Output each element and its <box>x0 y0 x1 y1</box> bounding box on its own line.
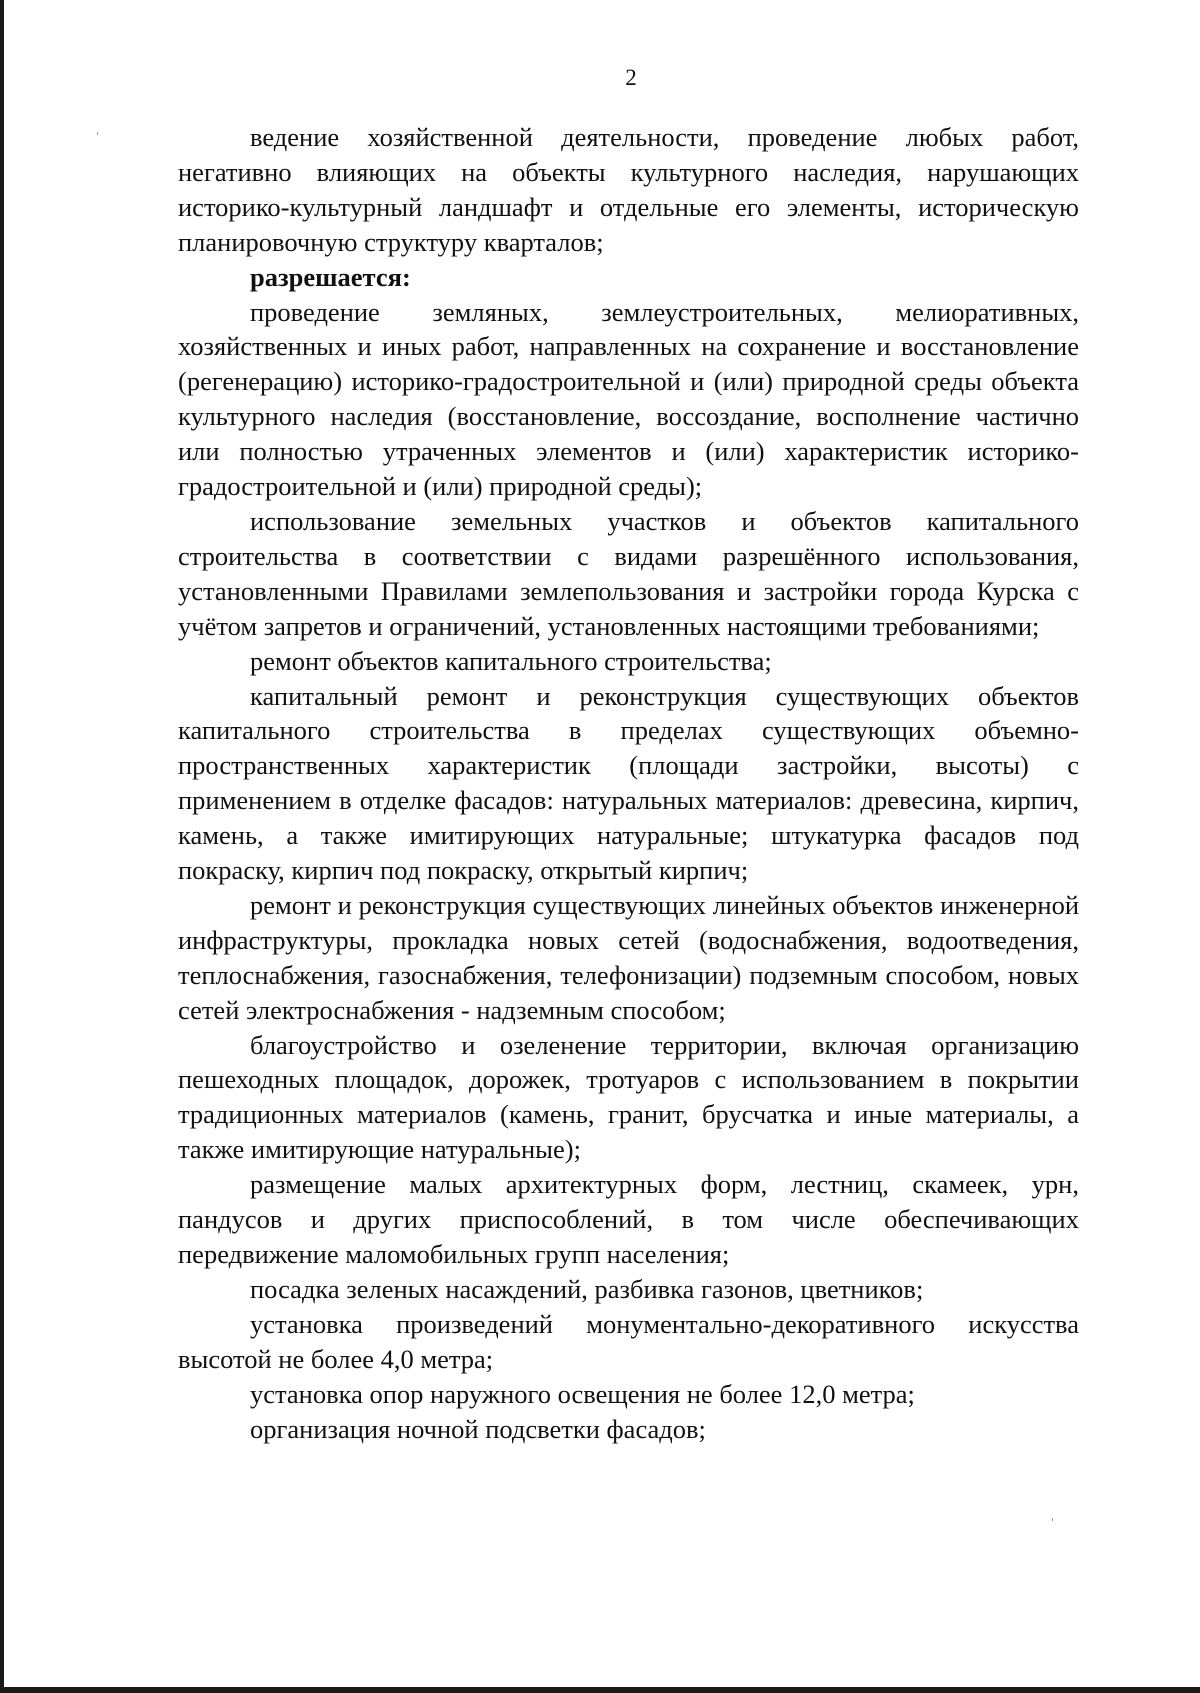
paragraph-lighting-poles: установка опор наружного освещения не более 12,0 метра; <box>250 1378 915 1409</box>
scan-edge-left <box>0 0 4 1693</box>
paragraph-landscaping: благоустройство и озеленение территории, включая организацию пешеходных площадок, дорожек, тротуаров с использованием в покрытии традиционных материалов (камень, гранит, брусчатка и иные материалы, а также имитирующие натуральные); <box>178 1029 1079 1165</box>
paragraph-facade-lighting: организация ночной подсветки фасадов; <box>250 1413 706 1444</box>
paragraph-linear-objects: ремонт и реконструкция существующих линейных объектов инженерной инфраструктуры, прокладка новых сетей (водоснабжения, водоотведения, теплоснабжения, газоснабжения, телефонизации) подземным способом, новых сетей электроснабжения - надземным способом; <box>178 889 1079 1025</box>
scan-speck <box>97 132 98 135</box>
paragraph-land-use: использование земельных участков и объектов капитального строительства в соответствии с видами разрешённого использования, установленными Правилами землепользования и застройки города Курска с учётом запретов и ограничений, установленных настоящими требованиями; <box>178 505 1079 641</box>
paragraph-repair: ремонт объектов капитального строительства; <box>250 645 772 676</box>
scan-edge-bottom <box>0 1687 1200 1693</box>
paragraph-planting: посадка зеленых насаждений, разбивка газонов, цветников; <box>250 1273 924 1304</box>
paragraph-continuation: ведение хозяйственной деятельности, проведение любых работ, негативно влияющих на объекты культурного наследия, нарушающих историко-культурный ландшафт и отдельные его элементы, историческую планировочную структуру кварталов; <box>178 122 1079 257</box>
paragraph-small-forms: размещение малых архитектурных форм, лестниц, скамеек, урн, пандусов и других приспособлений, в том числе обеспечивающих передвижение маломобильных групп населения; <box>178 1169 1079 1269</box>
page-number: 2 <box>625 65 637 90</box>
paragraph-capital-repair: капитальный ремонт и реконструкция существующих объектов капитального строительства в пределах существующих объемно-пространственных характеристик (площади застройки, высоты) с применением в отделке фасадов: натуральных материалов: древесина, кирпич, камень, а также имитирующих натуральные; штукатурка фасадов под покраску, кирпич под покраску, открытый кирпич; <box>178 680 1079 886</box>
paragraph-monuments: установка произведений монументально-декоративного искусства высотой не более 4,0 метра; <box>178 1308 1079 1374</box>
scan-speck <box>1052 1518 1053 1521</box>
section-heading-allowed: разрешается: <box>250 261 411 292</box>
paragraph-earthworks: проведение земляных, землеустроительных, мелиоративных, хозяйственных и иных работ, направленных на сохранение и восстановление (регенерацию) историко-градостроительной и (или) природной среды объекта культурного наследия (восстановление, воссоздание, восполнение частично или полностью утраченных элементов и (или) характеристик историко-градостроительной и (или) природной среды); <box>178 296 1079 502</box>
document-body <box>178 120 1079 1446</box>
